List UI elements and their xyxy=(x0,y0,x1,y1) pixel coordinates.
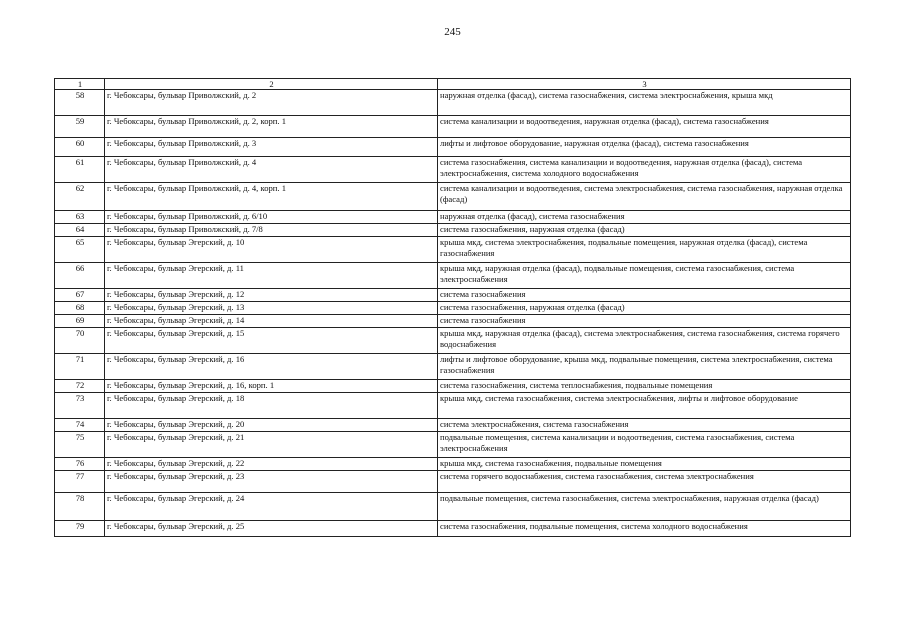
row-number: 60 xyxy=(55,138,105,157)
row-address: г. Чебоксары, бульвар Эгерский, д. 16, корп. 1 xyxy=(105,380,438,393)
table-row xyxy=(55,354,851,380)
row-address: г. Чебоксары, бульвар Эгерский, д. 25 xyxy=(105,521,438,537)
row-number: 71 xyxy=(55,354,105,380)
row-works: крыша мкд, наружная отделка (фасад), система электроснабжения, система газоснабжения, система горячего водоснабжения xyxy=(438,328,851,354)
row-address: г. Чебоксары, бульвар Эгерский, д. 24 xyxy=(105,493,438,521)
row-works: система электроснабжения, система газоснабжения xyxy=(438,419,851,432)
row-address: г. Чебоксары, бульвар Эгерский, д. 16 xyxy=(105,354,438,380)
column-header-row xyxy=(55,79,851,90)
row-works: подвальные помещения, система канализации и водоотведения, система газоснабжения, система электроснабжения xyxy=(438,432,851,458)
row-number: 78 xyxy=(55,493,105,521)
page-number: 245 xyxy=(444,26,461,38)
row-address: г. Чебоксары, бульвар Эгерский, д. 22 xyxy=(105,458,438,471)
row-works: крыша мкд, система электроснабжения, подвальные помещения, наружная отделка (фасад), система газоснабжения xyxy=(438,237,851,263)
row-number: 59 xyxy=(55,116,105,138)
row-works: лифты и лифтовое оборудование, наружная отделка (фасад), система газоснабжения xyxy=(438,138,851,157)
row-number: 63 xyxy=(55,211,105,224)
row-address: г. Чебоксары, бульвар Эгерский, д. 13 xyxy=(105,302,438,315)
row-works: система газоснабжения, наружная отделка (фасад) xyxy=(438,224,851,237)
row-number: 68 xyxy=(55,302,105,315)
row-works: система газоснабжения, наружная отделка (фасад) xyxy=(438,302,851,315)
row-number: 66 xyxy=(55,263,105,289)
row-number: 77 xyxy=(55,471,105,493)
table-row xyxy=(55,289,851,302)
row-address: г. Чебоксары, бульвар Приволжский, д. 3 xyxy=(105,138,438,157)
table-row xyxy=(55,211,851,224)
column-header-address: 2 xyxy=(105,79,438,90)
table-row xyxy=(55,183,851,211)
row-address: г. Чебоксары, бульвар Приволжский, д. 2 xyxy=(105,90,438,116)
row-address: г. Чебоксары, бульвар Приволжский, д. 6/10 xyxy=(105,211,438,224)
row-works: система канализации и водоотведения, система электроснабжения, система газоснабжения, наружная отделка (фасад) xyxy=(438,183,851,211)
row-number: 62 xyxy=(55,183,105,211)
row-works: система горячего водоснабжения, система газоснабжения, система электроснабжения xyxy=(438,471,851,493)
row-number: 61 xyxy=(55,157,105,183)
row-works: система газоснабжения, система теплоснабжения, подвальные помещения xyxy=(438,380,851,393)
row-address: г. Чебоксары, бульвар Приволжский, д. 7/8 xyxy=(105,224,438,237)
row-number: 65 xyxy=(55,237,105,263)
row-works: крыша мкд, наружная отделка (фасад), подвальные помещения, система газоснабжения, система электроснабжения xyxy=(438,263,851,289)
row-works: система газоснабжения xyxy=(438,289,851,302)
row-address: г. Чебоксары, бульвар Эгерский, д. 14 xyxy=(105,315,438,328)
row-number: 74 xyxy=(55,419,105,432)
row-number: 72 xyxy=(55,380,105,393)
row-address: г. Чебоксары, бульвар Приволжский, д. 4 xyxy=(105,157,438,183)
table-row xyxy=(55,458,851,471)
table-body xyxy=(55,79,851,537)
row-number: 70 xyxy=(55,328,105,354)
table-row xyxy=(55,302,851,315)
table-row xyxy=(55,237,851,263)
row-address: г. Чебоксары, бульвар Эгерский, д. 20 xyxy=(105,419,438,432)
row-number: 73 xyxy=(55,393,105,419)
row-works: система газоснабжения, подвальные помещения, система холодного водоснабжения xyxy=(438,521,851,537)
row-number: 76 xyxy=(55,458,105,471)
row-address: г. Чебоксары, бульвар Приволжский, д. 4, корп. 1 xyxy=(105,183,438,211)
table-row xyxy=(55,493,851,521)
row-number: 67 xyxy=(55,289,105,302)
table-row xyxy=(55,471,851,493)
row-number: 75 xyxy=(55,432,105,458)
row-works: система газоснабжения xyxy=(438,315,851,328)
table-row xyxy=(55,157,851,183)
row-works: крыша мкд, система газоснабжения, система электроснабжения, лифты и лифтовое оборудование xyxy=(438,393,851,419)
table-row xyxy=(55,328,851,354)
table-row xyxy=(55,380,851,393)
row-address: г. Чебоксары, бульвар Эгерский, д. 11 xyxy=(105,263,438,289)
row-address: г. Чебоксары, бульвар Эгерский, д. 21 xyxy=(105,432,438,458)
row-number: 64 xyxy=(55,224,105,237)
row-number: 69 xyxy=(55,315,105,328)
table-row xyxy=(55,138,851,157)
table-row xyxy=(55,263,851,289)
row-works: крыша мкд, система газоснабжения, подвальные помещения xyxy=(438,458,851,471)
table-row xyxy=(55,393,851,419)
table-row xyxy=(55,432,851,458)
row-works: лифты и лифтовое оборудование, крыша мкд, подвальные помещения, система электроснабжения, система газоснабжения xyxy=(438,354,851,380)
row-address: г. Чебоксары, бульвар Приволжский, д. 2, корп. 1 xyxy=(105,116,438,138)
table-row xyxy=(55,521,851,537)
row-works: наружная отделка (фасад), система газоснабжения xyxy=(438,211,851,224)
row-address: г. Чебоксары, бульвар Эгерский, д. 12 xyxy=(105,289,438,302)
row-address: г. Чебоксары, бульвар Эгерский, д. 23 xyxy=(105,471,438,493)
row-number: 79 xyxy=(55,521,105,537)
table-row xyxy=(55,116,851,138)
column-header-number: 1 xyxy=(55,79,105,90)
row-works: наружная отделка (фасад), система газоснабжения, система электроснабжения, крыша мкд xyxy=(438,90,851,116)
buildings-table xyxy=(54,78,851,537)
table-row xyxy=(55,419,851,432)
table-row xyxy=(55,90,851,116)
row-address: г. Чебоксары, бульвар Эгерский, д. 10 xyxy=(105,237,438,263)
row-address: г. Чебоксары, бульвар Эгерский, д. 18 xyxy=(105,393,438,419)
table-row xyxy=(55,224,851,237)
row-works: система канализации и водоотведения, наружная отделка (фасад), система газоснабжения xyxy=(438,116,851,138)
row-works: подвальные помещения, система газоснабжения, система электроснабжения, наружная отделка (фасад) xyxy=(438,493,851,521)
row-address: г. Чебоксары, бульвар Эгерский, д. 15 xyxy=(105,328,438,354)
table-row xyxy=(55,315,851,328)
row-works: система газоснабжения, система канализации и водоотведения, наружная отделка (фасад), система электроснабжения, система холодного водоснабжения xyxy=(438,157,851,183)
column-header-works: 3 xyxy=(438,79,851,90)
row-number: 58 xyxy=(55,90,105,116)
